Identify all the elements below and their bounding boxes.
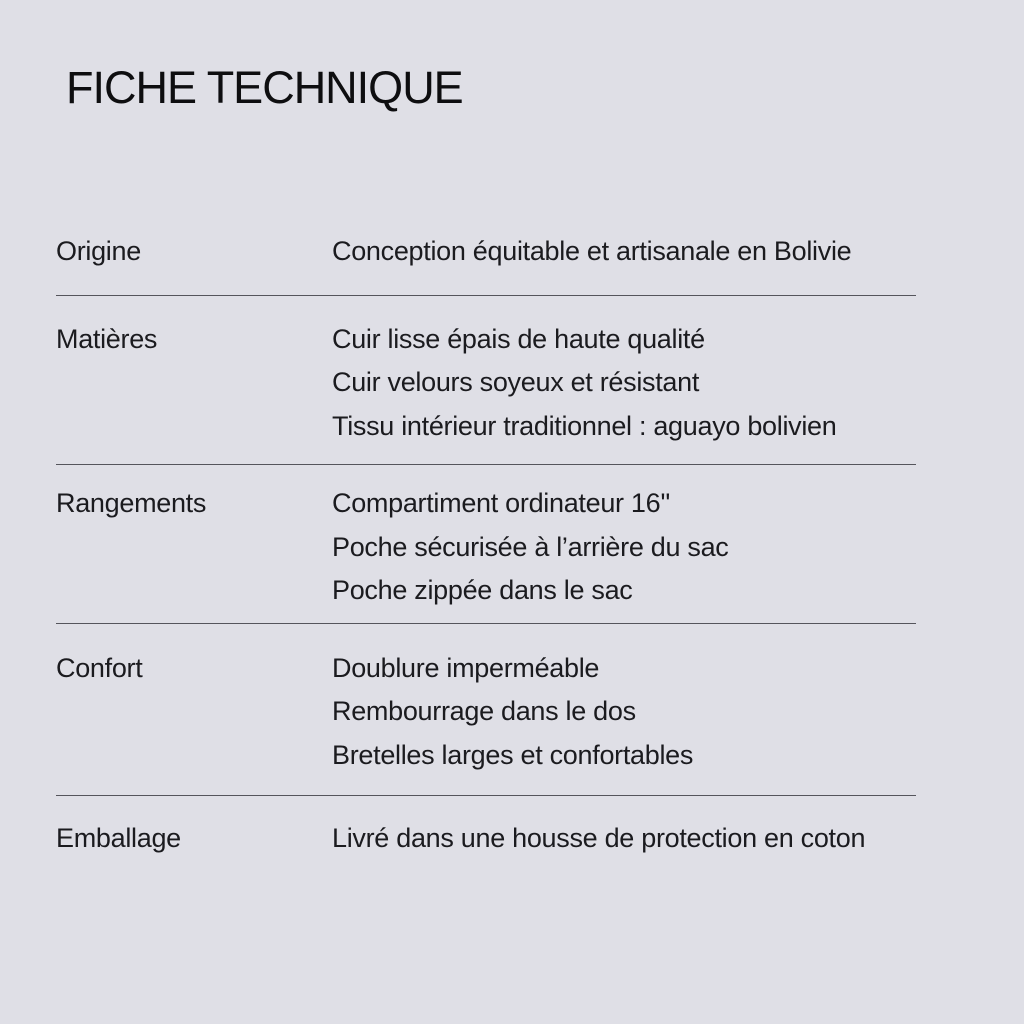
spec-value: Doublure imperméable bbox=[332, 652, 600, 683]
spec-label: Rangements bbox=[56, 488, 207, 518]
spec-value: Compartiment ordinateur 16'' bbox=[332, 488, 671, 518]
spec-values bbox=[332, 817, 916, 861]
spec-value: Tissu intérieur traditionnel : aguayo bolivien bbox=[332, 410, 837, 441]
spec-values bbox=[332, 318, 916, 449]
spec-value: Conception équitable et artisanale en Bolivie bbox=[332, 236, 852, 266]
spec-value: Poche zippée dans le sac bbox=[332, 575, 633, 605]
spec-value: Cuir velours soyeux et résistant bbox=[332, 367, 700, 397]
spec-value: Livré dans une housse de protection en coton bbox=[332, 823, 866, 853]
spec-values bbox=[332, 482, 916, 613]
spec-values bbox=[332, 230, 916, 274]
spec-row-origine bbox=[56, 230, 916, 274]
page-title: FICHE TECHNIQUE bbox=[66, 62, 463, 113]
row-divider bbox=[56, 464, 916, 465]
row-divider bbox=[56, 795, 916, 796]
spec-label: Emballage bbox=[56, 823, 181, 853]
spec-table bbox=[56, 230, 916, 861]
spec-value: Poche sécurisée à l’arrière du sac bbox=[332, 531, 729, 562]
spec-value: Rembourrage dans le dos bbox=[332, 696, 636, 726]
spec-label: Confort bbox=[56, 652, 143, 683]
spec-value: Cuir lisse épais de haute qualité bbox=[332, 323, 705, 354]
spec-row-confort bbox=[56, 647, 916, 778]
row-divider bbox=[56, 623, 916, 624]
spec-label: Matières bbox=[56, 323, 158, 354]
spec-row-rangements bbox=[56, 482, 916, 613]
row-divider bbox=[56, 295, 916, 296]
spec-values bbox=[332, 647, 916, 778]
spec-row-matieres bbox=[56, 318, 916, 449]
spec-row-emballage bbox=[56, 817, 916, 861]
spec-label: Origine bbox=[56, 236, 141, 266]
spec-value: Bretelles larges et confortables bbox=[332, 739, 694, 770]
